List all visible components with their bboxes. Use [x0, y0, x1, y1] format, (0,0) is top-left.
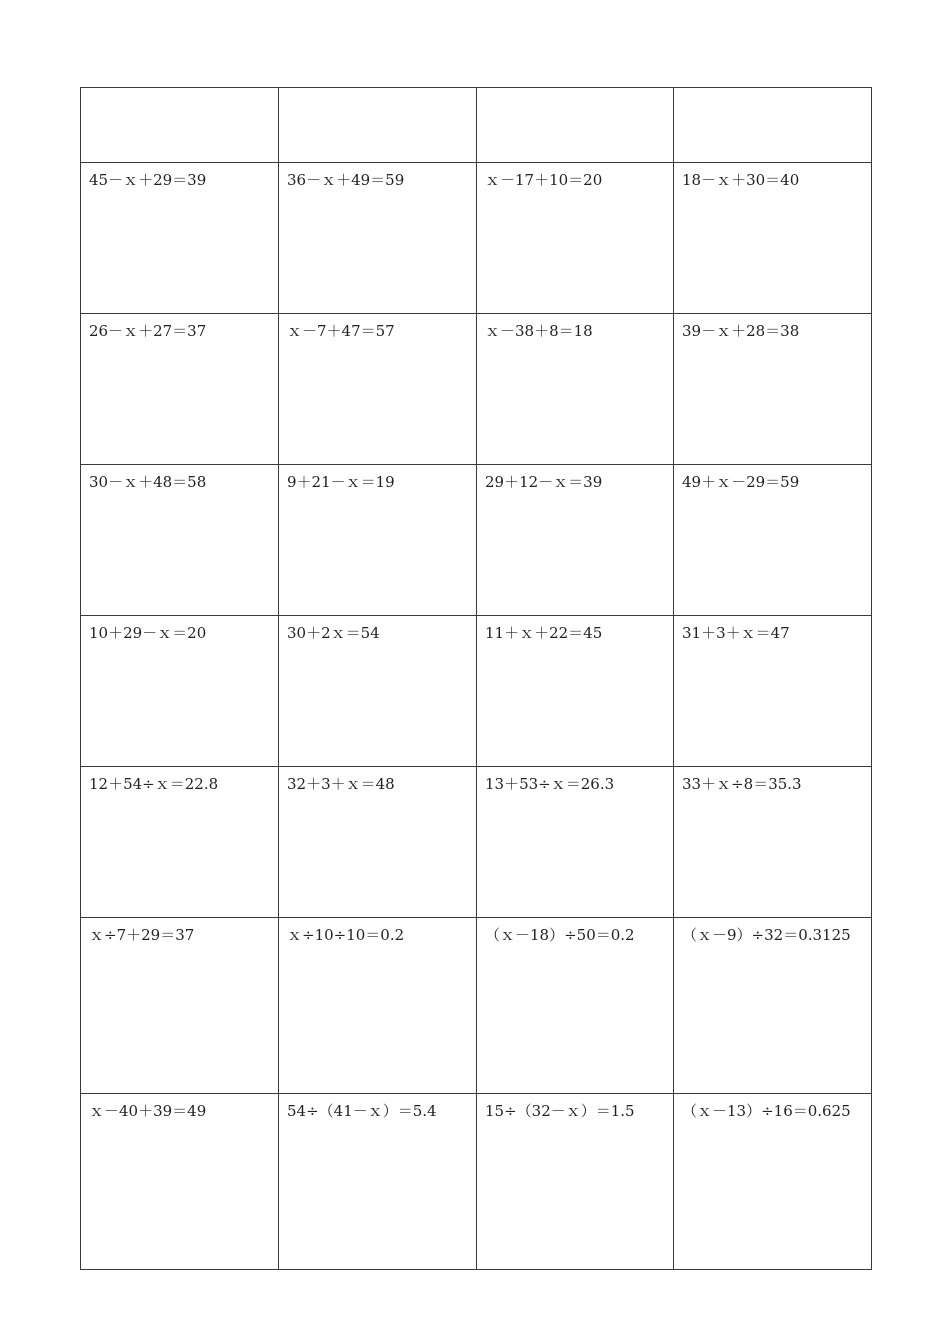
equation-cell: 30＋2ｘ＝54	[279, 616, 477, 767]
table-row	[81, 88, 872, 163]
equation-cell: 11＋ｘ＋22＝45	[477, 616, 674, 767]
blank-cell	[674, 88, 872, 163]
equation-cell: 32＋3＋ｘ＝48	[279, 767, 477, 918]
equation-cell: 12＋54÷ｘ＝22.8	[81, 767, 279, 918]
table-row	[81, 767, 872, 918]
table-row	[81, 163, 872, 314]
equation-cell: 10＋29－ｘ＝20	[81, 616, 279, 767]
equation-cell: ｘ－17＋10＝20	[477, 163, 674, 314]
equation-cell: 9＋21－ｘ＝19	[279, 465, 477, 616]
equation-cell: 30－ｘ＋48＝58	[81, 465, 279, 616]
table-row	[81, 1094, 872, 1270]
equation-cell: ｘ÷7＋29＝37	[81, 918, 279, 1094]
equation-cell: 39－ｘ＋28＝38	[674, 314, 872, 465]
equation-cell: 26－ｘ＋27＝37	[81, 314, 279, 465]
equation-cell: 31＋3＋ｘ＝47	[674, 616, 872, 767]
blank-cell	[477, 88, 674, 163]
equation-cell: ｘ－38＋8＝18	[477, 314, 674, 465]
equation-cell: 29＋12－ｘ＝39	[477, 465, 674, 616]
equation-cell: ｘ－7＋47＝57	[279, 314, 477, 465]
blank-cell	[279, 88, 477, 163]
table-row	[81, 616, 872, 767]
table-row	[81, 465, 872, 616]
equation-cell: 36－ｘ＋49＝59	[279, 163, 477, 314]
equation-cell: （ｘ－9）÷32＝0.3125	[674, 918, 872, 1094]
equation-cell: 15÷（32－ｘ）＝1.5	[477, 1094, 674, 1270]
equation-cell: 45－ｘ＋29＝39	[81, 163, 279, 314]
equation-cell: 13＋53÷ｘ＝26.3	[477, 767, 674, 918]
equation-cell: 49＋ｘ－29＝59	[674, 465, 872, 616]
table-row	[81, 314, 872, 465]
equation-cell: 33＋ｘ÷8＝35.3	[674, 767, 872, 918]
equation-worksheet-table	[80, 87, 872, 1270]
equation-cell: ｘ－40＋39＝49	[81, 1094, 279, 1270]
table-row	[81, 918, 872, 1094]
equation-cell: 54÷（41－ｘ）＝5.4	[279, 1094, 477, 1270]
equation-cell: 18－ｘ＋30＝40	[674, 163, 872, 314]
equation-cell: ｘ÷10÷10＝0.2	[279, 918, 477, 1094]
blank-cell	[81, 88, 279, 163]
equation-cell: （ｘ－13）÷16＝0.625	[674, 1094, 872, 1270]
equation-cell: （ｘ－18）÷50＝0.2	[477, 918, 674, 1094]
